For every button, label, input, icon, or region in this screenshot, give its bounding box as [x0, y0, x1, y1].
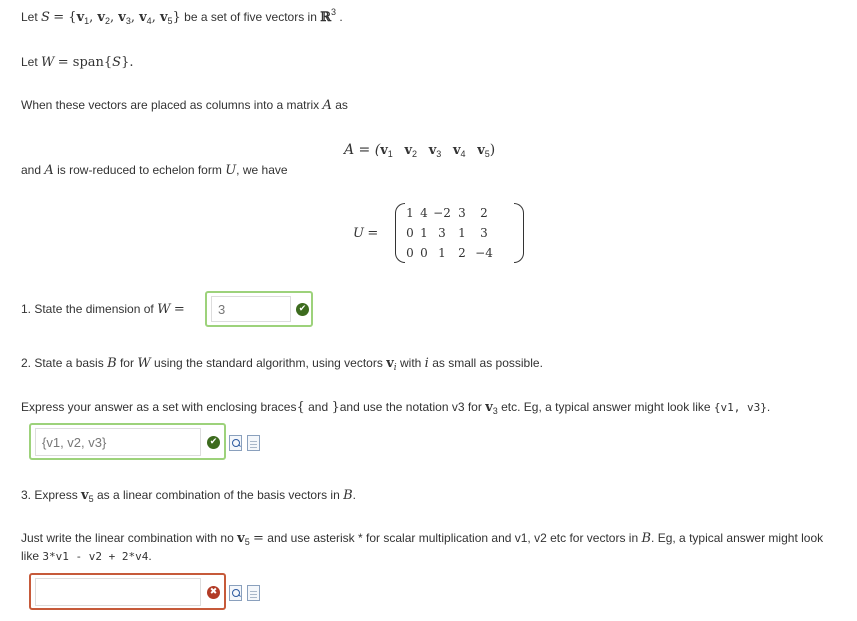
reduced-and: and	[21, 163, 42, 177]
intro-line: Let $S = \{v_1$, $v_2$, $v_3$, $v_4$, $v_5$} be a set of five vectors in ℝ$^3$ .	[21, 7, 343, 26]
express-and: and	[308, 400, 329, 414]
matrix-cell: 4	[420, 206, 428, 220]
matrix-cell: −2	[433, 206, 451, 220]
a-eq-open: A = (	[344, 142, 381, 158]
check-icon: ✔	[296, 303, 309, 316]
express-example: {v1, v3}	[713, 401, 767, 414]
intro-text: be a set of five vectors in	[184, 10, 317, 24]
matrix-cell: 3	[458, 206, 466, 220]
q3-prompt	[21, 488, 356, 503]
v2-sub: 2	[104, 16, 110, 26]
q1-answer-box	[205, 291, 313, 327]
matrix-cell: 1	[420, 226, 428, 240]
q2-answer-box	[29, 423, 226, 460]
intro-period: .	[339, 10, 343, 24]
columns-text: When these vectors are placed as columns into a matrix	[21, 98, 320, 112]
w-variable: W	[41, 55, 55, 70]
span-close: }.	[121, 55, 134, 70]
matrix-cell: 2	[480, 206, 488, 220]
matrix-cell: 0	[420, 246, 428, 260]
express-close-brace: }	[331, 400, 340, 415]
q3-text-b: as a linear combination of the basis vectors in	[96, 488, 340, 502]
q3-b-variable: B	[343, 488, 353, 503]
just-line-2	[21, 549, 152, 563]
matrix-cell: 3	[480, 226, 488, 240]
express-line	[21, 400, 770, 415]
q2-text-b: for	[119, 356, 134, 370]
matrix-cell: 2	[458, 246, 466, 260]
a-v5: v	[477, 143, 485, 158]
span-line	[21, 55, 133, 70]
q2-i-sub: i	[393, 363, 397, 373]
help-icon[interactable]	[247, 585, 260, 601]
span-let: Let	[21, 55, 38, 69]
as-text: as	[335, 98, 348, 112]
express-v3-sub: 3	[492, 406, 498, 416]
just-b-variable: B	[641, 531, 652, 546]
span-eq: = span{	[57, 55, 113, 70]
check-icon: ✔	[207, 436, 220, 449]
a-v1: v	[380, 143, 388, 158]
reals-exponent: 3	[331, 7, 337, 17]
reduced-end: , we have	[236, 163, 288, 177]
just-text-b: and use asterisk * for scalar multiplication and v1, v2 etc for vectors in	[267, 531, 639, 545]
q3-answer-input[interactable]	[35, 578, 201, 606]
equals-brace: = {	[53, 10, 77, 25]
express-v-symbol: v	[485, 400, 493, 415]
q2-text-e: as small as possible.	[432, 356, 543, 370]
just-v5-sub: 5	[244, 537, 250, 547]
q2-text-a: 2. State a basis	[21, 356, 104, 370]
v5-sub: 5	[167, 16, 173, 26]
just-v-symbol: v	[237, 531, 245, 546]
q1-answer-input[interactable]	[211, 296, 291, 322]
just-text-c: . Eg, a typical answer might look	[651, 531, 824, 545]
u-eq: =	[367, 226, 379, 241]
cross-icon: ✖	[207, 586, 220, 599]
just-example: 3*v1 - v2 + 2*v4	[42, 550, 149, 563]
q1-text: 1. State the dimension of	[21, 302, 154, 316]
reduced-text: is row-reduced to echelon form	[57, 163, 222, 177]
q1-eq: =	[173, 302, 185, 317]
q3-answer-box	[29, 573, 226, 610]
a-v2: v	[404, 143, 413, 158]
v4-sub: 4	[146, 16, 152, 26]
reals-symbol: ℝ	[320, 10, 332, 25]
reduced-line	[21, 163, 288, 178]
s-variable: S	[41, 10, 50, 25]
v1-symbol: v	[76, 10, 85, 25]
a-v5-sub: 5	[484, 149, 490, 159]
q2-prompt	[21, 356, 543, 371]
matrix-cell: 0	[406, 226, 414, 240]
reduced-u-variable: U	[225, 163, 237, 178]
a-v4-sub: 4	[460, 149, 466, 159]
matrix-u	[395, 203, 524, 265]
matrix-cell: 3	[438, 226, 446, 240]
span-s-variable: S	[112, 55, 122, 70]
q2-text-d: with	[399, 356, 422, 370]
v3-sub: 3	[125, 16, 131, 26]
just-eq: =	[253, 531, 264, 546]
a-v4: v	[452, 143, 461, 158]
just-end: .	[148, 549, 152, 563]
reduced-a-variable: A	[44, 163, 54, 178]
q2-i-variable: i	[424, 356, 429, 371]
express-text-a: Express your answer as a set with enclosing braces	[21, 400, 297, 414]
q3-v5-sub: 5	[88, 494, 94, 504]
v4-symbol: v	[139, 10, 147, 25]
express-text-b: and use the notation v3 for	[339, 400, 482, 414]
just-text-a: Just write the linear combination with no	[21, 531, 234, 545]
just-line	[21, 531, 823, 546]
q1-w-variable: W	[157, 302, 171, 317]
v2-symbol: v	[97, 10, 105, 25]
v1-sub: 1	[84, 16, 90, 26]
help-icon[interactable]	[247, 435, 260, 451]
u-label: U	[353, 226, 364, 241]
q1-prompt	[21, 302, 185, 317]
a-eq-close: )	[489, 142, 496, 158]
q2-text-c: using the standard algorithm, using vectors	[154, 356, 383, 370]
v3-symbol: v	[118, 10, 126, 25]
matrix-right-paren	[514, 203, 524, 263]
q2-v-symbol: v	[386, 356, 394, 371]
express-text-c: etc. Eg, a typical answer might look like	[501, 400, 711, 414]
q2-w-variable: W	[137, 356, 151, 371]
close-brace: }	[172, 10, 181, 25]
matrix-grid	[403, 206, 497, 266]
columns-line	[21, 98, 348, 113]
express-end: .	[766, 400, 771, 414]
q2-b-variable: B	[107, 356, 117, 371]
matrix-cell: 0	[406, 246, 414, 260]
u-equation-label	[353, 226, 378, 241]
v5-symbol: v	[159, 10, 168, 25]
a-v2-sub: 2	[412, 149, 418, 159]
a-equation	[344, 141, 495, 158]
q3-end: .	[352, 488, 357, 502]
q3-text-a: 3. Express	[21, 488, 78, 502]
preview-icon[interactable]	[229, 435, 242, 451]
preview-icon[interactable]	[229, 585, 242, 601]
a-variable: A	[322, 98, 332, 113]
q2-answer-input[interactable]	[35, 428, 201, 456]
a-v1-sub: 1	[387, 149, 393, 159]
matrix-cell: −4	[475, 246, 493, 260]
q3-v-symbol: v	[81, 488, 89, 503]
matrix-cell: 1	[406, 206, 414, 220]
intro-let: Let	[21, 10, 38, 24]
matrix-cell: 1	[438, 246, 446, 260]
express-open-brace: {	[296, 400, 305, 415]
just-like: like	[21, 549, 40, 563]
matrix-cell: 1	[458, 226, 466, 240]
a-v3: v	[428, 143, 437, 158]
a-v3-sub: 3	[436, 149, 442, 159]
